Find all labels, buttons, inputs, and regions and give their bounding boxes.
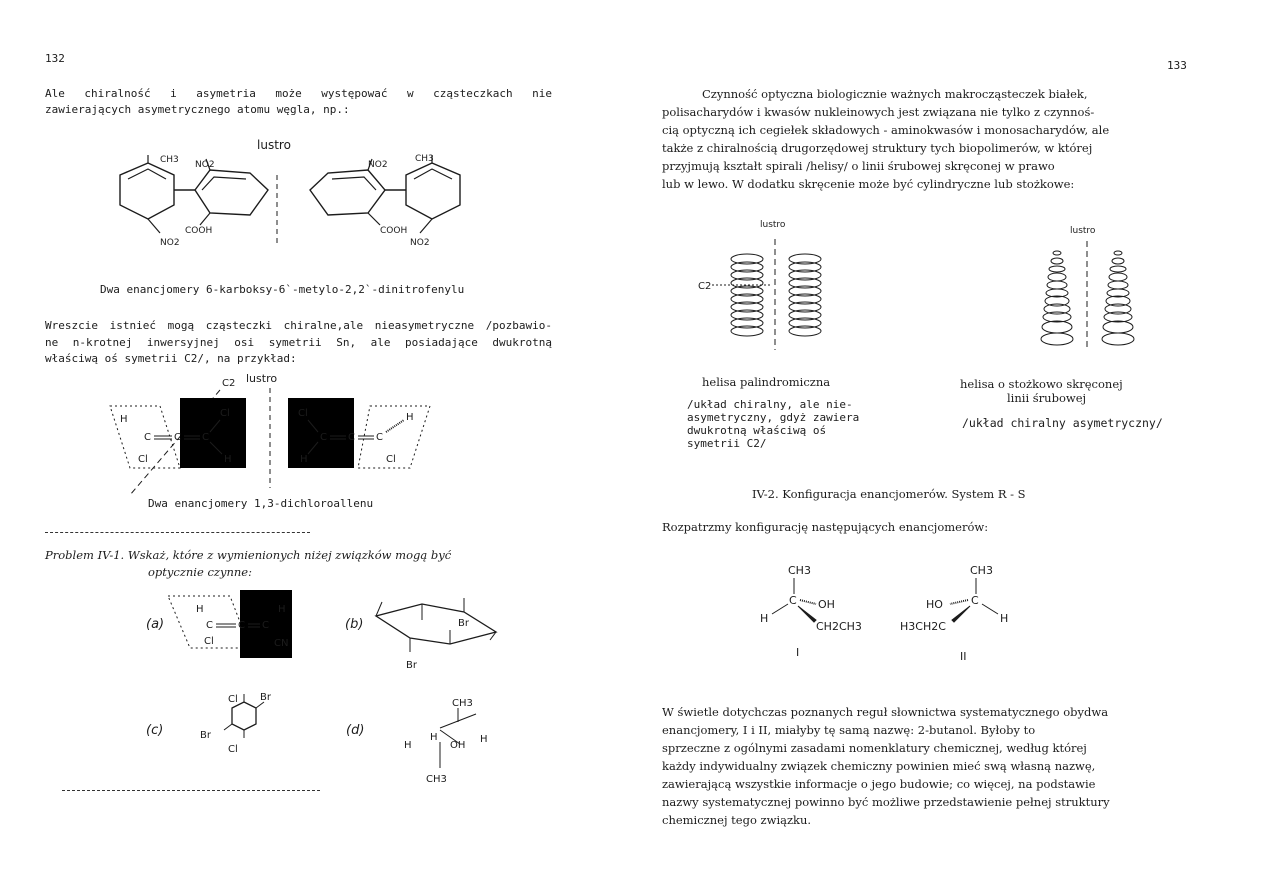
helix-mirror-label-1: lustro: [760, 220, 786, 230]
helix-figure: [692, 215, 1192, 360]
svg-text:CH3: CH3: [426, 774, 447, 785]
helix-left-conical: [1041, 251, 1073, 345]
svg-text:Cl: Cl: [138, 454, 148, 465]
option-a: (a): [146, 617, 165, 632]
p1-line-2: polisacharydów i kwasów nukleinowych jest związana nie tylko z czynnoś-: [662, 105, 1095, 119]
helix-c2-label: C2: [698, 281, 712, 292]
problem-line-2: optycznie czynne:: [148, 565, 252, 579]
p2-line-4: każdy indywidualny związek chemiczny powinien mieć swą własną nazwę,: [662, 759, 1096, 773]
option-c: (c): [146, 723, 164, 738]
svg-text:NO2: NO2: [368, 160, 388, 170]
svg-text:C: C: [789, 594, 797, 607]
p2-line-3: sprzeczne z ogólnymi zasadami nomenklatury chemicznej, według której: [662, 741, 1087, 755]
svg-text:OH: OH: [450, 740, 466, 751]
svg-text:C: C: [174, 432, 181, 443]
svg-text:NO2: NO2: [195, 160, 215, 170]
dichloroallene-figure: [100, 370, 440, 500]
helix-left-caption-4: symetrii C2/: [687, 437, 767, 450]
butanol-enantiomers: [742, 560, 1042, 670]
intro-line-2: zawierających asymetrycznego atomu węgla, np.:: [45, 103, 350, 116]
page-number-left: 132: [45, 52, 65, 65]
p2-line-2: enancjomery, I i II, miałyby tę samą nazwę: 2-butanol. Byłoby to: [662, 723, 1036, 737]
svg-text:H: H: [760, 612, 769, 625]
svg-text:Cl: Cl: [228, 694, 238, 705]
svg-text:H: H: [480, 734, 488, 745]
svg-text:H: H: [278, 604, 286, 615]
option-d: (d): [346, 723, 365, 738]
helix-right-conical: [1102, 251, 1134, 345]
svg-text:H: H: [196, 604, 204, 615]
page-number-right: 133: [1167, 59, 1187, 72]
svg-text:NO2: NO2: [160, 238, 180, 248]
p1-line-5: przyjmują kształt spirali /helisy/ o linii śrubowej skręconej w prawo: [662, 159, 1055, 173]
para2-line-3: właściwą oś symetrii C2/, na przykład:: [45, 352, 297, 365]
svg-text:Cl: Cl: [220, 408, 230, 419]
svg-text:Cl: Cl: [228, 744, 238, 755]
svg-text:H: H: [120, 414, 128, 425]
p2-line-1: W świetle dotychczas poznanych reguł słownictwa systematycznego obydwa: [662, 705, 1109, 719]
svg-text:Cl: Cl: [204, 636, 214, 647]
left-page: [0, 0, 630, 893]
mirror-label: lustro: [257, 138, 291, 152]
svg-text:CH3: CH3: [160, 155, 179, 165]
label-II: II: [960, 650, 967, 663]
svg-text:CH3: CH3: [415, 154, 434, 164]
biphenyl-enantiomers-figure: [100, 135, 500, 255]
svg-text:C: C: [238, 620, 245, 631]
helix-left-caption-3: dwukrotną właściwą oś: [687, 424, 827, 437]
svg-text:Br: Br: [458, 618, 469, 629]
fig1-caption: Dwa enancjomery 6-karboksy-6`-metylo-2,2`-dinitrofenylu: [100, 283, 465, 296]
helix-left-cylindrical: [731, 254, 763, 336]
ring-left-2: [195, 170, 268, 215]
mirror-label-2: lustro: [246, 372, 278, 385]
p1-line-1: Czynność optyczna biologicznie ważnych makrocząsteczek białek,: [702, 87, 1088, 101]
fig2-caption: Dwa enancjomery 1,3-dichloroallenu: [148, 497, 374, 510]
svg-text:Br: Br: [200, 730, 211, 741]
helix-right-cylindrical: [789, 254, 821, 336]
svg-text:HO: HO: [926, 598, 943, 611]
svg-text:CH3: CH3: [452, 698, 473, 709]
svg-text:C: C: [262, 620, 269, 631]
svg-text:Br: Br: [260, 692, 271, 703]
p2-line-6: nazwy systematycznej powinno być możliwe przedstawienie pełnej struktury: [662, 795, 1110, 809]
helix-mirror-label-2: lustro: [1070, 226, 1096, 236]
option-b: (b): [345, 617, 364, 632]
svg-text:C: C: [971, 594, 979, 607]
helix-left-caption-2: asymetryczny, gdyż zawiera: [687, 411, 860, 424]
svg-text:H: H: [300, 454, 308, 465]
helix-right-caption: /układ chiralny asymetryczny/: [962, 416, 1163, 430]
p1-line-6: lub w lewo. W dodatku skręcenie może być cylindryczne lub stożkowe:: [662, 177, 1075, 191]
svg-text:COOH: COOH: [380, 226, 408, 236]
svg-text:CH2CH3: CH2CH3: [816, 620, 862, 633]
divider-top: [45, 532, 310, 533]
helix-right-title-1: helisa o stożkowo skręconej: [960, 377, 1123, 391]
intro-line-1: Ale chiralność i asymetria może występować w cząsteczkach nie: [45, 87, 552, 100]
svg-text:H: H: [224, 454, 232, 465]
ring-left-1: [120, 163, 174, 219]
problem-structures: [140, 582, 520, 792]
svg-text:Cl: Cl: [298, 408, 308, 419]
p1-line-3: cią optyczną ich cegiełek składowych - aminokwasów i monosacharydów, ale: [662, 123, 1110, 137]
para2-line-1: Wreszcie istnieć mogą cząsteczki chiralne,ale nieasymetryczne /pozbawio-: [45, 319, 552, 332]
svg-text:H: H: [404, 740, 412, 751]
p2-line-7: chemicznej tego związku.: [662, 813, 812, 827]
problem-line-1: Problem IV-1. Wskaż, które z wymienionych niżej związków mogą być: [45, 548, 452, 562]
svg-text:H: H: [406, 412, 414, 423]
section-title: IV-2. Konfiguracja enancjomerów. System R - S: [752, 487, 1026, 501]
ring-right-1: [310, 170, 385, 215]
right-page: [632, 0, 1263, 893]
svg-text:NO2: NO2: [410, 238, 430, 248]
ring-right-2: [406, 163, 460, 219]
p1-line-4: także z chiralnością drugorzędowej struktury tych biopolimerów, w której: [662, 141, 1093, 155]
para2-line-2: ne n-krotnej inwersyjnej osi symetrii Sn, ale posiadające dwukrotną: [45, 336, 552, 349]
svg-text:C: C: [376, 432, 383, 443]
helix-left-title: helisa palindromiczna: [702, 375, 831, 389]
svg-text:H: H: [430, 732, 438, 743]
svg-text:H: H: [1000, 612, 1009, 625]
label-I: I: [796, 646, 800, 659]
svg-text:COOH: COOH: [185, 226, 213, 236]
svg-text:C: C: [202, 432, 209, 443]
divider-bottom: [62, 790, 320, 791]
svg-text:C: C: [144, 432, 151, 443]
svg-text:CN: CN: [274, 638, 289, 649]
helix-right-title-2: linii śrubowej: [1007, 391, 1087, 405]
svg-text:OH: OH: [818, 598, 835, 611]
svg-text:C: C: [320, 432, 327, 443]
helix-left-caption-1: /układ chiralny, ale nie-: [687, 398, 853, 411]
svg-text:CH3: CH3: [970, 564, 993, 577]
p2-line-5: zawierającą wszystkie informacje o jego budowie; co więcej, na podstawie: [662, 777, 1096, 791]
svg-text:Br: Br: [406, 660, 417, 671]
svg-text:Cl: Cl: [386, 454, 396, 465]
svg-text:C: C: [348, 432, 355, 443]
c2-axis-label: C2: [222, 378, 236, 389]
consider-line: Rozpatrzmy konfigurację następujących enancjomerów:: [662, 520, 989, 534]
svg-text:C: C: [206, 620, 213, 631]
svg-text:H3CH2C: H3CH2C: [900, 620, 946, 633]
svg-text:CH3: CH3: [788, 564, 811, 577]
